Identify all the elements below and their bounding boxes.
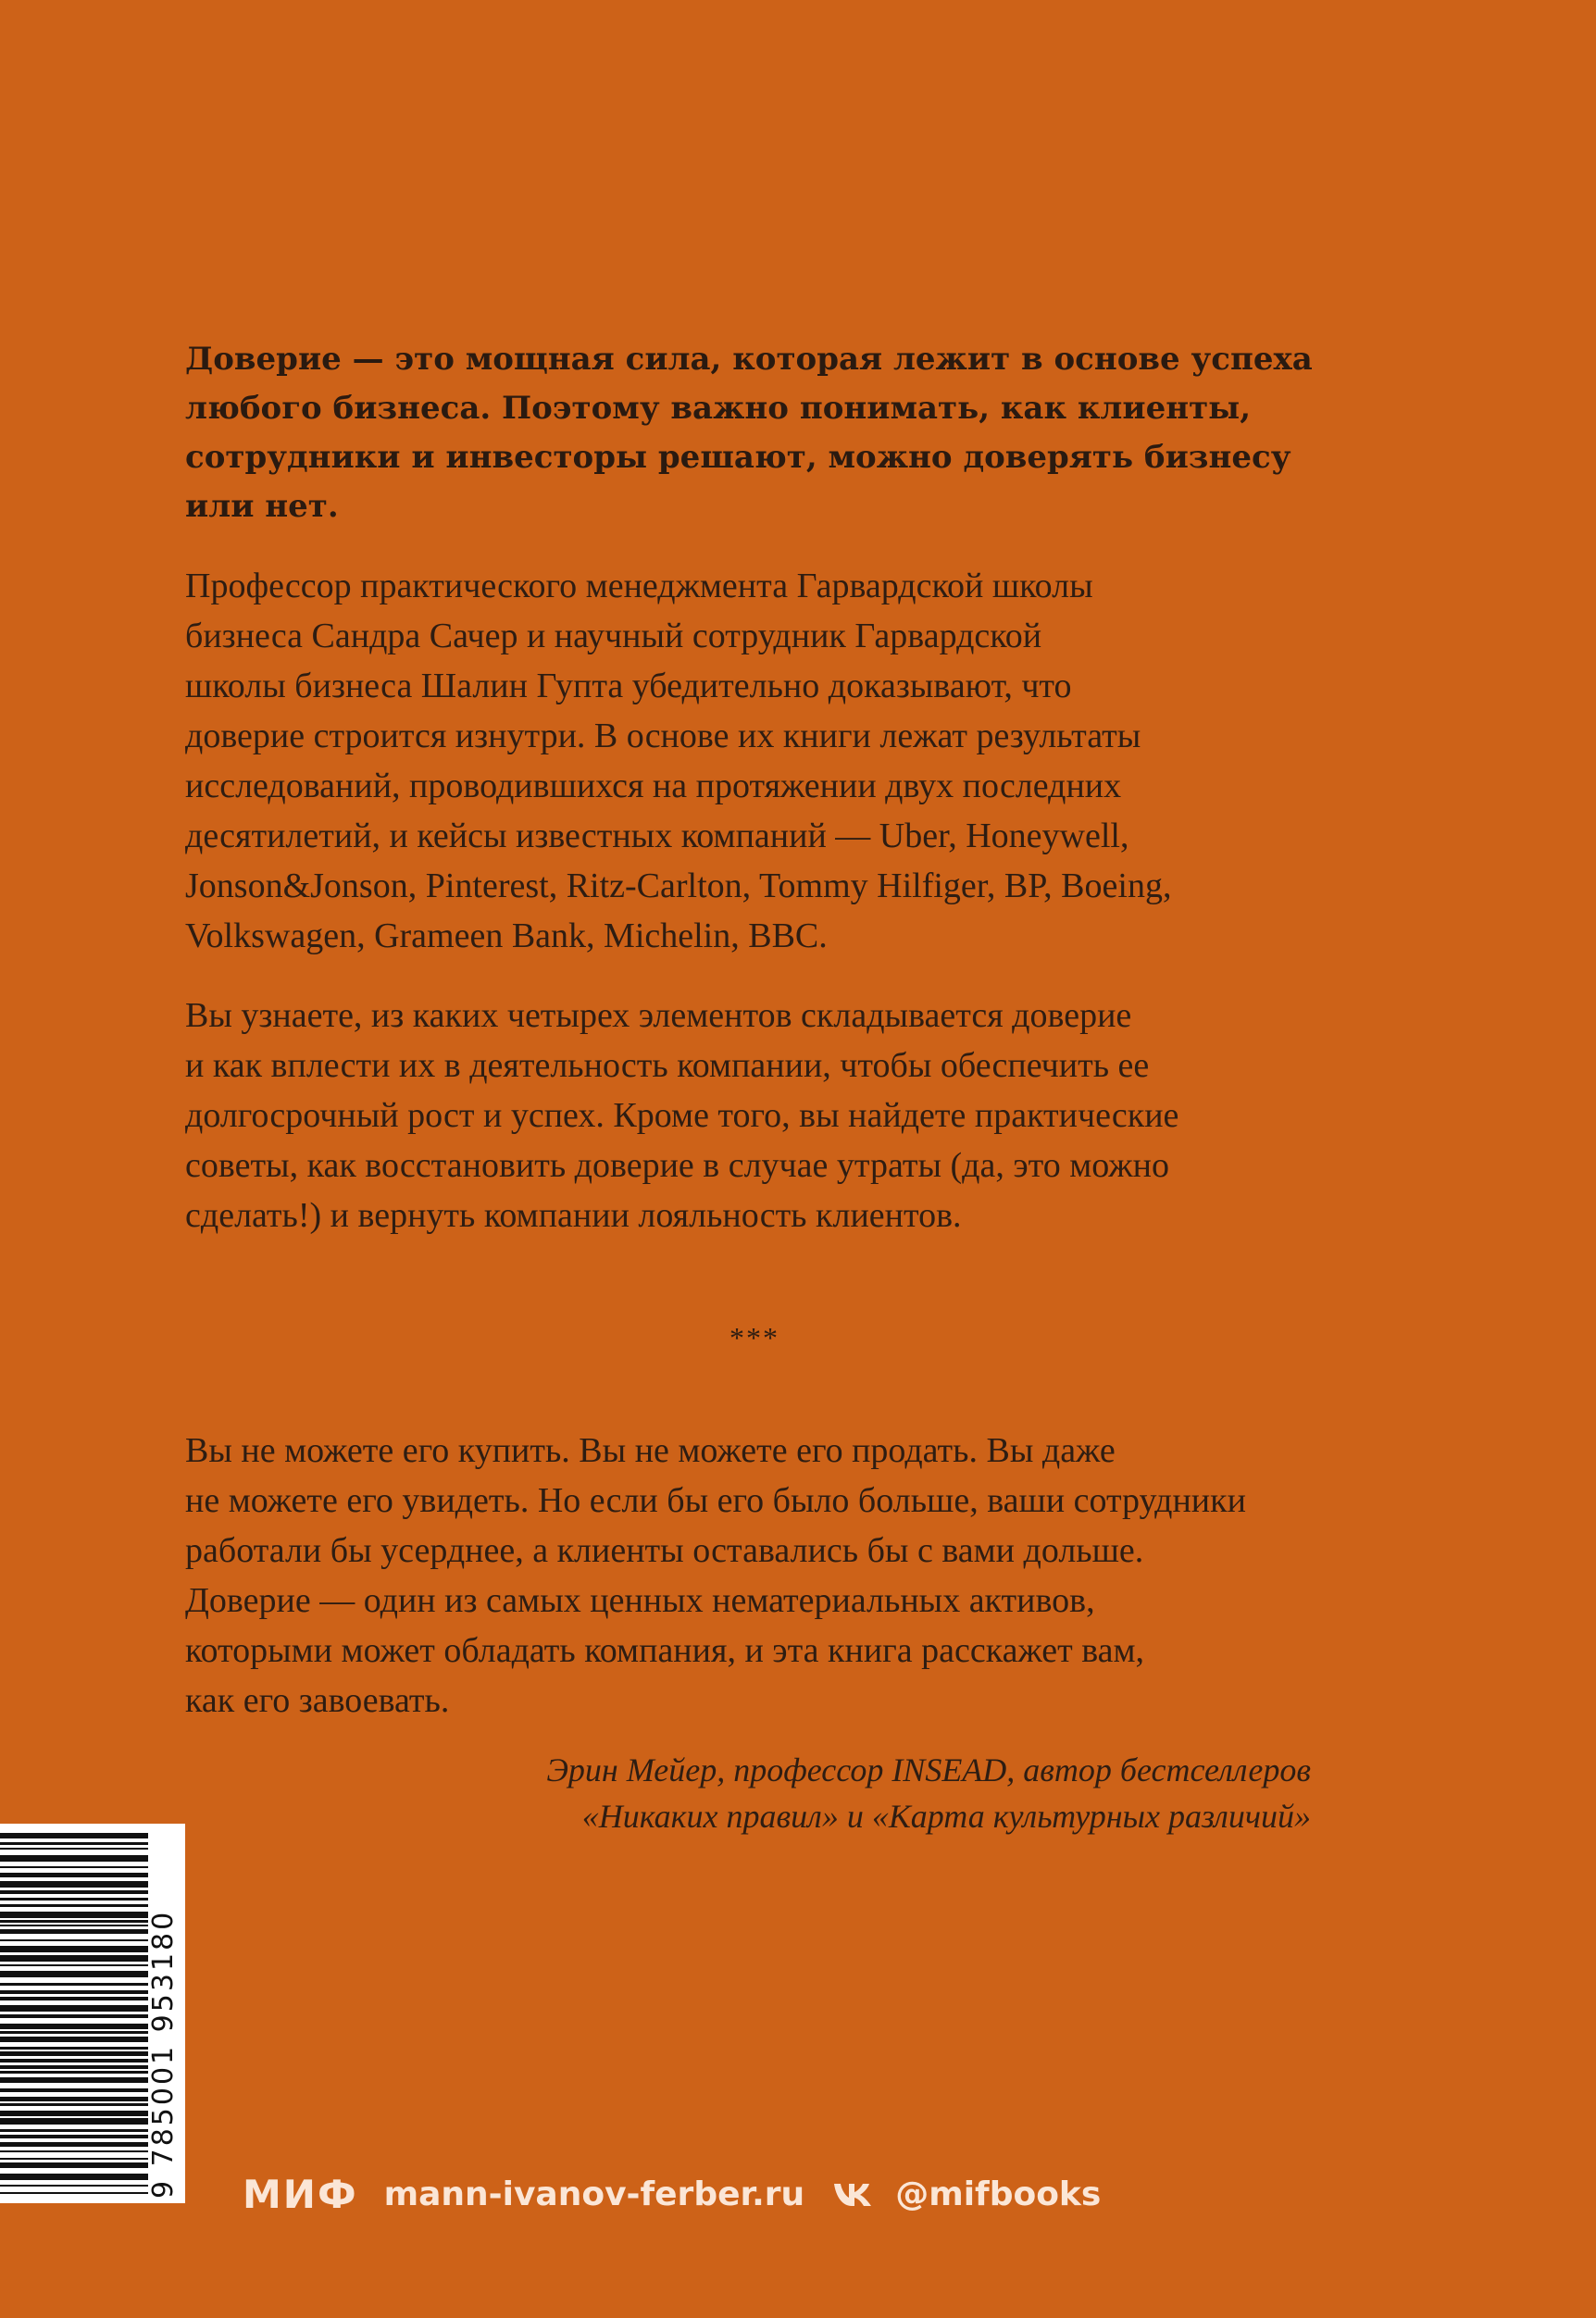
barcode-bar <box>0 2088 148 2092</box>
description-paragraph-1: Профессор практического менеджмента Гарвардской школы бизнеса Сандра Сачер и научный сотрудник Гарвардской школы бизнеса Шалин Гупта убедительно доказывают, что доверие строится изнутри. В основе их книги лежат результаты исследований, проводившихся на протяжении двух последних десятилетий, и кейсы известных компаний — Uber, Honeywell, Jonson&Jonson, Pinterest, Ritz-Carlton, Tommy Hilfiger, BP, Boeing, Volkswagen, Grameen Bank, Michelin, BBC. <box>185 567 1172 955</box>
barcode-bar <box>0 1848 148 1850</box>
barcode-bar <box>0 1983 148 1986</box>
barcode-bar <box>0 1855 148 1862</box>
barcode-bar <box>0 2024 148 2029</box>
barcode-bar <box>0 2031 148 2034</box>
section-divider: *** <box>729 1321 779 1354</box>
barcode-bar <box>0 2071 148 2074</box>
publisher-logo: МИФ <box>243 2171 358 2217</box>
barcode-bar <box>0 1873 148 1877</box>
quote-attribution: Эрин Мейер, профессор INSEAD, автор бестселлеров «Никаких правил» и «Карта культурных различий» <box>546 1751 1311 1835</box>
barcode-bar <box>0 1912 148 1918</box>
social-handle[interactable]: @mifbooks <box>895 2175 1102 2213</box>
barcode-bar <box>0 1898 148 1901</box>
barcode-bar <box>0 1964 148 1966</box>
barcode-bar <box>0 2162 148 2168</box>
barcode-bar <box>0 2185 148 2187</box>
barcode-bar <box>0 1971 148 1977</box>
barcode-bar <box>0 2158 148 2160</box>
isbn-barcode <box>0 1824 185 2203</box>
barcode-bar <box>0 2174 148 2180</box>
barcode-bar <box>0 2142 148 2147</box>
barcode-bar <box>0 1939 148 1941</box>
lead-paragraph: Доверие — это мощная сила, которая лежит в основе успеха любого бизнеса. Поэтому важно понимать, как клиенты, сотрудники и инвесторы решают, можно доверять бизнесу или нет. <box>185 341 1313 525</box>
barcode-bar <box>0 1920 148 1923</box>
barcode-bar <box>0 2135 148 2138</box>
barcode-digits: 9 785001 953180 <box>147 1909 180 2199</box>
barcode-bar <box>0 2129 148 2132</box>
barcode-bar <box>0 2059 148 2063</box>
barcode-bar <box>0 1904 148 1907</box>
barcode-bar <box>0 1990 148 1994</box>
barcode-bar <box>0 2103 148 2106</box>
barcode-bar <box>0 1946 148 1952</box>
barcode-bar <box>0 1881 148 1888</box>
barcode-bar <box>0 2150 148 2152</box>
barcode-bar <box>0 2051 148 2056</box>
barcode-bar <box>0 2014 148 2018</box>
barcode-bar <box>0 1955 148 1962</box>
barcode-bar <box>0 1842 148 1845</box>
barcode-bar <box>0 1997 148 2000</box>
publisher-website[interactable]: mann-ivanov-ferber.ru <box>383 2175 805 2213</box>
barcode-bar <box>0 2005 148 2012</box>
endorsement-quote: Вы не можете его купить. Вы не можете его продать. Вы даже не можете его увидеть. Но если бы его было больше, ваши сотрудники работали бы усерднее, а клиенты оставались бы с вами дольше. Доверие — один из самых ценных нематериальных активов, которыми может обладать компания, и эта книга расскажет вам, как его завоевать. <box>185 1431 1246 1720</box>
description-paragraph-2: Вы узнаете, из каких четырех элементов складывается доверие и как вплести их в деятельность компании, чтобы обеспечить ее долгосрочный рост и успех. Кроме того, вы найдете практические советы, как восстановить доверие в случае утраты (да, это можно сделать!) и вернуть компании лояльность клиентов. <box>185 996 1179 1235</box>
barcode-bar <box>0 2065 148 2069</box>
barcode-graphic <box>0 1824 185 2203</box>
publisher-footer <box>243 2166 1101 2222</box>
barcode-bar <box>0 1925 148 1926</box>
barcode-bar <box>0 2047 148 2050</box>
back-cover-text <box>185 335 1324 1835</box>
barcode-bar <box>0 1833 148 1838</box>
barcode-bar <box>0 2097 148 2101</box>
barcode-bar <box>0 2118 148 2125</box>
vk-icon[interactable] <box>832 2180 875 2208</box>
barcode-bar <box>0 2077 148 2083</box>
barcode-bar <box>0 1929 148 1934</box>
barcode-bar <box>0 2192 148 2194</box>
barcode-bar <box>0 1866 148 1868</box>
barcode-bar <box>0 2037 148 2042</box>
barcode-bar <box>0 2111 148 2116</box>
barcode-bar <box>0 1890 148 1894</box>
